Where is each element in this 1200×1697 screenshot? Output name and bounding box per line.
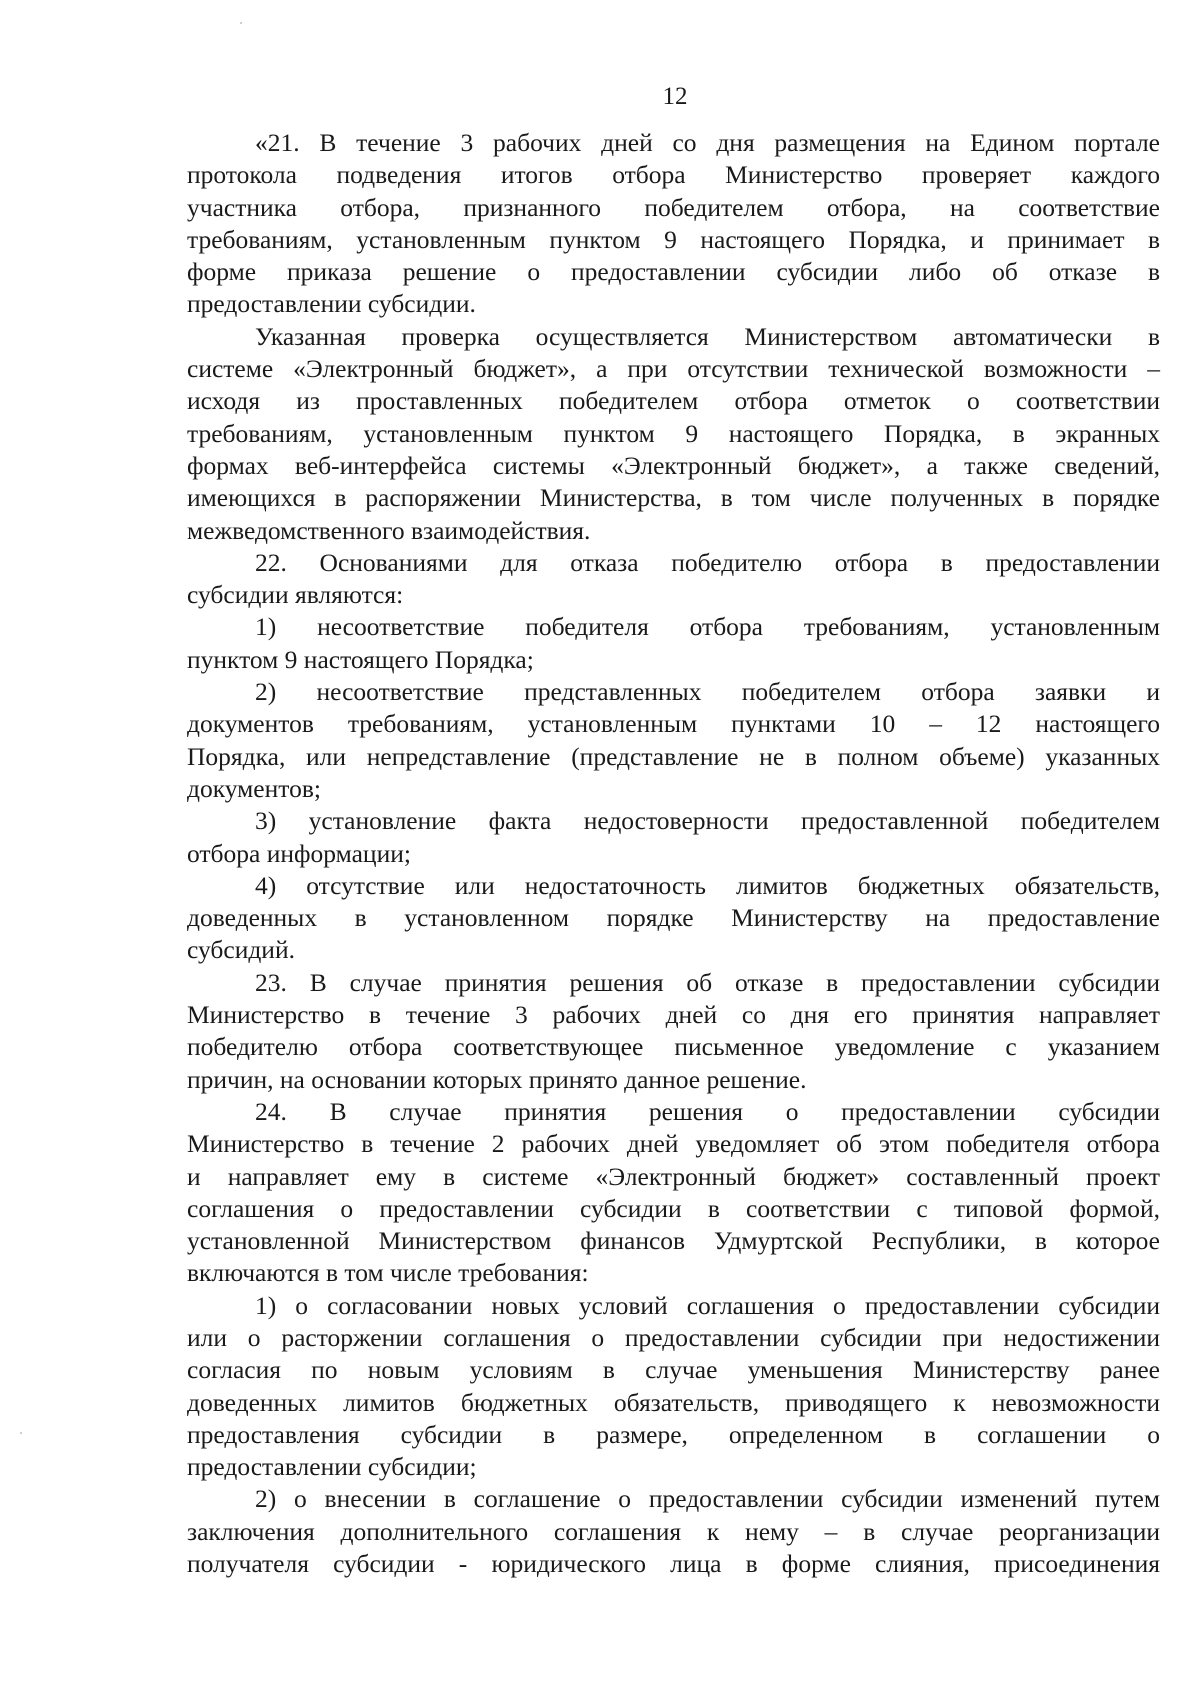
text-line: Порядка, или непредставление (представление не в полном объеме) указанных xyxy=(187,741,1160,771)
paragraph-23 xyxy=(187,967,1160,1096)
text-line: Указанная проверка осуществляется Министерством автоматически в xyxy=(255,321,1160,351)
text-line: 24. В случае принятия решения о предоставлении субсидии xyxy=(255,1096,1160,1126)
text-line: 3) установление факта недостоверности предоставленной победителем xyxy=(255,806,1160,836)
text-line: и направляет ему в системе «Электронный бюджет» составленный проект xyxy=(187,1161,1160,1191)
paragraph-22-item-1 xyxy=(187,611,1160,676)
text-line: имеющихся в распоряжении Министерства, в том числе полученных в порядке xyxy=(187,483,1160,513)
text-line: требованиям, установленным пунктом 9 настоящего Порядка, и принимает в xyxy=(187,224,1160,254)
text-line: пунктом 9 настоящего Порядка; xyxy=(187,644,534,674)
paragraph-22-item-2 xyxy=(187,676,1160,805)
text-line: протокола подведения итогов отбора Министерство проверяет каждого xyxy=(187,160,1160,190)
text-line: документов требованиям, установленным пунктами 10 – 12 настоящего xyxy=(187,709,1160,739)
text-line: заключения дополнительного соглашения к нему – в случае реорганизации xyxy=(187,1516,1160,1546)
paragraph-24 xyxy=(187,1096,1160,1290)
text-line: 23. В случае принятия решения об отказе в предоставлении субсидии xyxy=(255,967,1160,997)
text-line: 2) несоответствие представленных победителем отбора заявки и xyxy=(255,677,1160,707)
paragraph-22-item-3 xyxy=(187,805,1160,870)
text-line: документов; xyxy=(187,773,321,803)
text-line: 22. Основаниями для отказа победителю отбора в предоставлении xyxy=(255,547,1160,577)
text-line: доведенных лимитов бюджетных обязательств, приводящего к невозможности xyxy=(187,1387,1160,1417)
text-line: предоставлении субсидии; xyxy=(187,1452,477,1482)
text-line: «21. В течение 3 рабочих дней со дня размещения на Едином портале xyxy=(255,128,1160,157)
text-line: участника отбора, признанного победителем отбора, на соответствие xyxy=(187,192,1160,222)
text-line: соглашения о предоставлении субсидии в соответствии с типовой формой, xyxy=(187,1193,1160,1223)
text-line: предоставлении субсидии. xyxy=(187,289,476,319)
paragraph-24-item-1 xyxy=(187,1290,1160,1484)
text-line: субсидий. xyxy=(187,935,295,965)
text-line: или о расторжении соглашения о предоставлении субсидии при недостижении xyxy=(187,1322,1160,1352)
text-line: требованиям, установленным пунктом 9 настоящего Порядка, в экранных xyxy=(187,418,1160,448)
paragraph-24-item-2 xyxy=(187,1483,1160,1580)
text-line: победителю отбора соответствующее письменное уведомление с указанием xyxy=(187,1032,1160,1062)
text-line: причин, на основании которых принято данное решение. xyxy=(187,1064,807,1094)
paragraph-verification xyxy=(187,321,1160,547)
text-line: межведомственного взаимодействия. xyxy=(187,515,591,545)
text-line: установленной Министерством финансов Удмуртской Республики, в которое xyxy=(187,1226,1160,1256)
text-line: отбора информации; xyxy=(187,838,411,868)
scan-speck xyxy=(240,22,242,24)
text-line: согласия по новым условиям в случае уменьшения Министерству ранее xyxy=(187,1355,1160,1385)
text-line: предоставления субсидии в размере, определенном в соглашении о xyxy=(187,1419,1160,1449)
scan-speck xyxy=(20,1432,22,1434)
text-line: Министерство в течение 2 рабочих дней уведомляет об этом победителя отбора xyxy=(187,1129,1160,1159)
text-line: исходя из проставленных победителем отбора отметок о соответствии xyxy=(187,386,1160,416)
document-body xyxy=(187,127,1160,1580)
text-line: получателя субсидии - юридического лица в форме слияния, присоединения xyxy=(187,1549,1160,1579)
text-line: включаются в том числе требования: xyxy=(187,1258,589,1288)
page-number: 12 xyxy=(662,83,688,110)
text-line: Министерство в течение 3 рабочих дней со дня его принятия направляет xyxy=(187,1000,1160,1030)
text-line: 4) отсутствие или недостаточность лимитов бюджетных обязательств, xyxy=(255,870,1160,900)
paragraph-22 xyxy=(187,547,1160,612)
text-line: формах веб-интерфейса системы «Электронный бюджет», а также сведений, xyxy=(187,450,1160,480)
text-line: доведенных в установленном порядке Министерству на предоставление xyxy=(187,903,1160,933)
text-line: 2) о внесении в соглашение о предоставлении субсидии изменений путем xyxy=(255,1484,1160,1514)
text-line: системе «Электронный бюджет», а при отсутствии технической возможности – xyxy=(187,354,1160,384)
paragraph-22-item-4 xyxy=(187,870,1160,967)
paragraph-21 xyxy=(187,127,1160,321)
text-line: 1) о согласовании новых условий соглашения о предоставлении субсидии xyxy=(255,1290,1160,1320)
text-line: 1) несоответствие победителя отбора требованиям, установленным xyxy=(255,612,1160,642)
text-line: субсидии являются: xyxy=(187,580,404,610)
text-line: форме приказа решение о предоставлении субсидии либо об отказе в xyxy=(187,257,1160,287)
